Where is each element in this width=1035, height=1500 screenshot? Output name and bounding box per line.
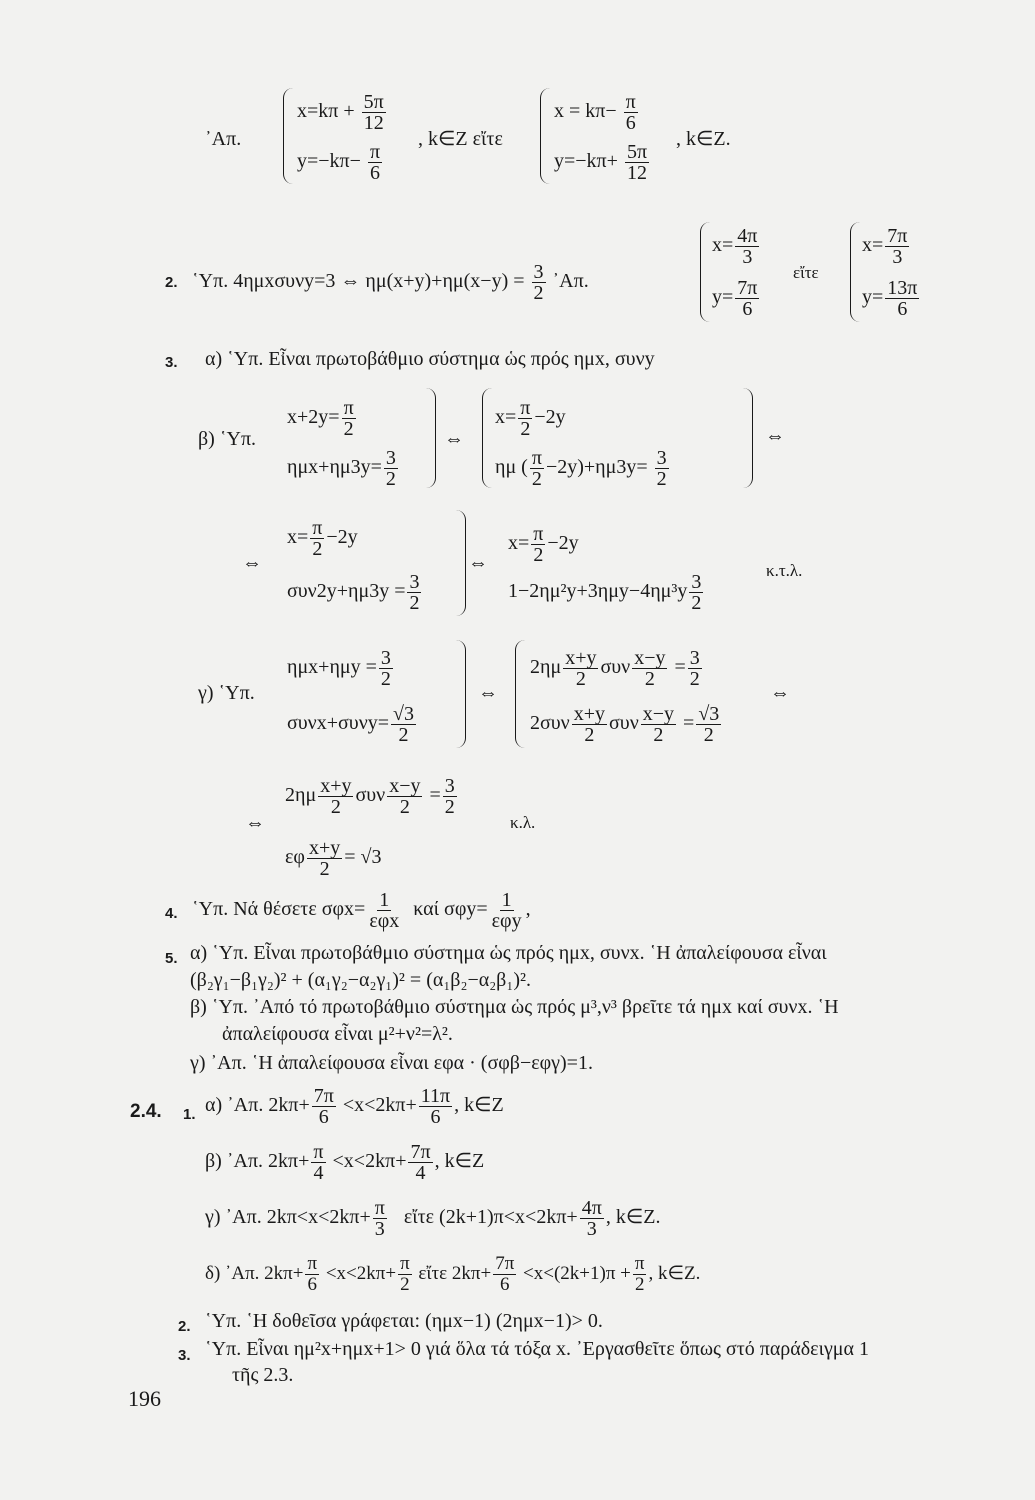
item-number: 2.: [178, 1318, 191, 1335]
system-brace: [425, 388, 436, 488]
item-text: α) ῾Υπ. Εἶναι πρωτοβάθμιο σύστημα ὡς πρός ημx, συνx. ῾Η ἀπαλείφουσα εἶναι: [190, 942, 827, 964]
system-brace: [482, 388, 493, 488]
item-text: β) ῾Υπ. ᾿Από τό πρωτοβάθμιο σύστημα ὡς πρός μ³,ν³ βρεῖτε τά ημx καί συνx. ῾Η: [190, 996, 839, 1018]
equation-row: ημ ( $\frac{\pi}{2}$ −2y)+ημ3y= $\frac{3}{2}$: [495, 447, 667, 490]
equation-row: ημx+ημ3y= $\frac{3}{2}$: [287, 447, 396, 490]
item-number: 3.: [178, 1347, 191, 1364]
equation-row: x= $\frac{\pi}{2}$ −2y: [287, 517, 358, 560]
item-number: 4.: [165, 905, 178, 922]
item-text: γ) ᾿Απ. ῾Η ἀπαλείφουσα εἶναι εφα · (σφβ−εφγ)=1.: [190, 1052, 593, 1074]
equivalence-arrow: ⇔: [245, 812, 265, 834]
system-brace: [700, 222, 711, 322]
equation-row: x = kπ− $\frac{\pi}{6}$: [554, 91, 636, 134]
etc-text: κ.τ.λ.: [766, 561, 803, 580]
equation-row: 2συν $\frac{x+y}{2}$ συν $\frac{x-y}{2}$ = $\frac{√3}{2}$: [530, 703, 720, 746]
equation-row: x= $\frac{7\pi}{3}$: [862, 225, 908, 268]
equation-row: y=−kπ+ $\frac{5\pi}{12}$: [554, 141, 648, 184]
system-brace: [455, 640, 466, 748]
system-brace: [540, 88, 551, 184]
part-label: γ) ῾Υπ.: [198, 682, 255, 704]
equivalence-arrow: ⇔: [242, 552, 262, 574]
item-number: 1.: [183, 1106, 196, 1123]
equivalence-arrow: ⇔: [478, 682, 498, 704]
item-number: 3.: [165, 354, 178, 371]
equation-row: εφ $\frac{x+y}{2}$ = √3: [285, 837, 382, 880]
item-text: τῆς 2.3.: [232, 1364, 294, 1386]
equation-row: 2ημ $\frac{x+y}{2}$ συν $\frac{x-y}{2}$ = $\frac{3}{2}$: [530, 647, 700, 690]
system-brace: [455, 510, 466, 616]
item-text: α) ῾Υπ. Εἶναι πρωτοβάθμιο σύστημα ὡς πρός ημx, συνy: [205, 348, 655, 370]
equation-row: x=kπ + $\frac{5\pi}{12}$: [297, 91, 384, 134]
system-brace: [850, 222, 861, 322]
item-text: β) ᾿Απ. 2kπ+ $\frac{\pi}{4}$ <x<2kπ+ $\frac{7\pi}{4}$ , k∈Z: [205, 1141, 485, 1184]
equation-row: x+2y= $\frac{\pi}{2}$: [287, 397, 354, 440]
page-number: 196: [128, 1386, 161, 1411]
system-brace: [742, 388, 753, 488]
item-text: δ) ᾿Απ. 2kπ+ $\frac{\pi}{6}$ <x<2kπ+ $\frac{\pi}{2}$ εἴτε 2kπ+ $\frac{7\pi}{6}$ <x<(2k+1)π + $\frac{\pi}{2}$ , k∈Z.: [205, 1253, 701, 1295]
item-text: ῾Υπ. Εἶναι ημ²x+ημx+1> 0 γιά ὅλα τά τόξα x. ᾿Εργασθεῖτε ὅπως στό παράδειγμα 1: [205, 1338, 870, 1360]
item-text: α) ᾿Απ. 2kπ+ $\frac{7\pi}{6}$ <x<2kπ+ $\frac{11\pi}{6}$ , k∈Z: [205, 1085, 504, 1128]
equation-row: y= $\frac{13\pi}{6}$: [862, 277, 918, 320]
equation-row: y= $\frac{7\pi}{6}$: [712, 277, 758, 320]
separator-text: εἴτε: [793, 263, 819, 282]
separator-text: , k∈Z εἴτε: [418, 128, 503, 150]
item-text: γ) ᾿Απ. 2kπ<x<2kπ+ $\frac{\pi}{3}$ εἴτε (2k+1)π<x<2kπ+ $\frac{4\pi}{3}$ , k∈Z.: [205, 1197, 661, 1240]
equivalence-arrow: ⇔: [468, 552, 488, 574]
item-text: ἀπαλείφουσα εἶναι μ²+ν²=λ².: [222, 1023, 453, 1045]
system-brace: [283, 88, 294, 184]
separator-text: , k∈Z.: [676, 128, 731, 150]
item-text: ῾Υπ. ῾Η δοθεῖσα γράφεται: (ημx−1) (2ημx−1)> 0.: [205, 1310, 603, 1332]
etc-text: κ.λ.: [510, 813, 536, 832]
item-text: (β₂γ₁−β₁γ₂)² + (α₁γ₂−α₂γ₁)² = (α₁β₂−α₂β₁)².: [190, 969, 531, 991]
equation-row: συν2y+ημ3y = $\frac{3}{2}$: [287, 571, 420, 614]
part-label: β) ῾Υπ.: [198, 428, 257, 450]
equivalence-arrow: ⇔: [765, 425, 785, 447]
system-brace: [515, 640, 526, 748]
equation-row: y=−kπ− $\frac{\pi}{6}$: [297, 141, 381, 184]
item-number: 2.: [165, 274, 178, 291]
answer-label: ᾿Απ.: [205, 128, 242, 150]
equation-row: 2ημ $\frac{x+y}{2}$ συν $\frac{x-y}{2}$ = $\frac{3}{2}$: [285, 775, 455, 818]
item-text: ῾Υπ. Νά θέσετε σφx= $\frac{1}{\text{εφx}}$ καί σφy= $\frac{1}{\text{εφy}}$ ,: [192, 889, 531, 932]
item-number: 5.: [165, 950, 178, 967]
section-heading: 2.4.: [130, 1101, 162, 1122]
equation-row: ημx+ημy = $\frac{3}{2}$: [287, 647, 391, 690]
equation-row: συνx+συνy= $\frac{√3}{2}$: [287, 703, 414, 746]
equivalence-arrow: ⇔: [770, 682, 790, 704]
item-text: ῾Υπ. 4ημxσυνy=3 ⇔ ημ(x+y)+ημ(x−y) = $\frac{3}{2}$ ᾿Απ.: [192, 261, 589, 304]
equation-row: x= $\frac{4\pi}{3}$: [712, 225, 758, 268]
equation-row: 1−2ημ²y+3ημy−4ημ³y $\frac{3}{2}$: [508, 571, 702, 614]
equivalence-arrow: ⇔: [444, 428, 464, 450]
equation-row: x= $\frac{\pi}{2}$ −2y: [508, 523, 579, 566]
equation-row: x= $\frac{\pi}{2}$ −2y: [495, 397, 566, 440]
